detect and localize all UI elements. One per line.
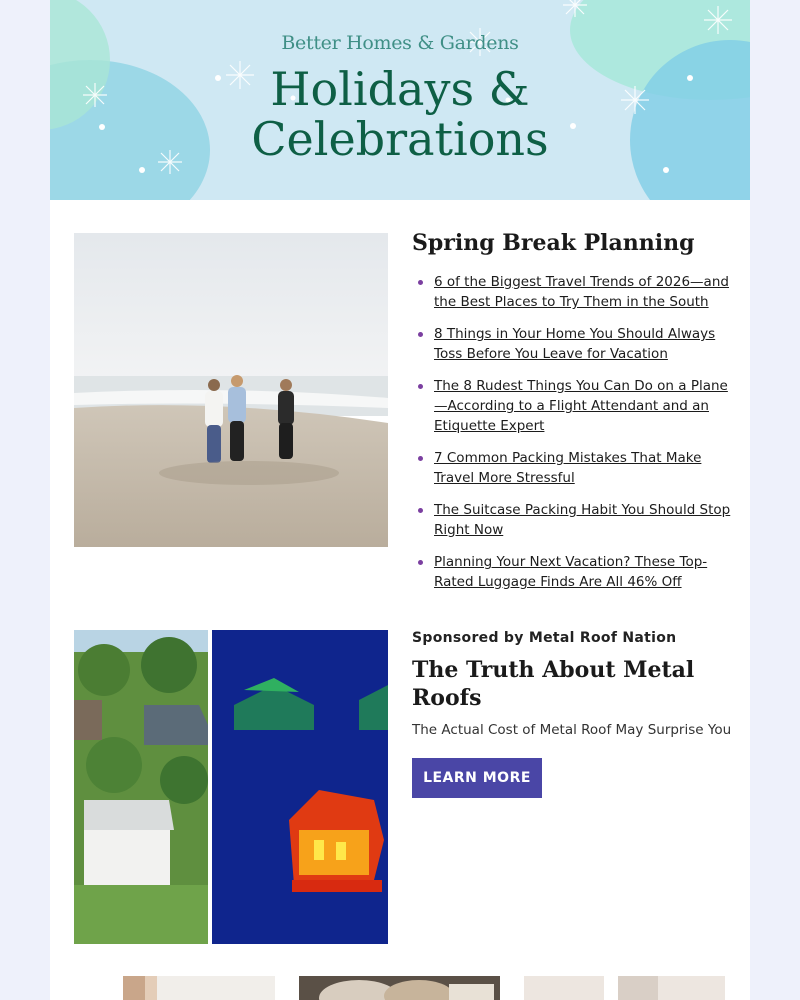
email-body [50, 0, 750, 1000]
brand-logo[interactable]: Better Homes & Gardens [281, 32, 519, 54]
list-item [412, 552, 732, 592]
beach-walk-image[interactable] [74, 233, 388, 547]
title-line-2: Celebrations [251, 112, 549, 166]
metal-roof-ad-image[interactable] [74, 630, 388, 944]
article-link[interactable]: 8 Things in Your Home You Should Always Toss Before You Leave for Vacation [434, 326, 716, 362]
title-line-1: Holidays & [270, 62, 530, 116]
list-item [412, 376, 732, 436]
article-link-list [412, 272, 732, 604]
article-link[interactable]: The 8 Rudest Things You Can Do on a Plane—According to a Flight Attendant and an Etiquette Expert [434, 378, 728, 434]
thumbnail-image-2[interactable] [299, 976, 500, 1000]
thumbnail-image-3[interactable] [524, 976, 725, 1000]
article-link[interactable]: The Suitcase Packing Habit You Should Stop Right Now [434, 502, 731, 538]
list-item [412, 272, 732, 312]
bullet-icon [418, 332, 423, 337]
learn-more-button[interactable]: LEARN MORE [412, 758, 542, 798]
thumbnail-image-1[interactable] [123, 976, 275, 1000]
header-banner [50, 0, 750, 200]
bullet-icon [418, 560, 423, 565]
sponsor-label: Sponsored by Metal Roof Nation [412, 630, 677, 646]
article-link[interactable]: Planning Your Next Vacation? These Top-Rated Luggage Finds Are All 46% Off [434, 554, 708, 590]
ad-subtitle: The Actual Cost of Metal Roof May Surprise You [412, 722, 732, 738]
list-item [412, 448, 732, 488]
list-item [412, 324, 732, 364]
ad-title[interactable]: The Truth About Metal Roofs [412, 657, 695, 711]
bullet-icon [418, 508, 423, 513]
list-item [412, 500, 732, 540]
article-link[interactable]: 7 Common Packing Mistakes That Make Travel More Stressful [434, 450, 702, 486]
section-title: Spring Break Planning [412, 230, 695, 256]
bullet-icon [418, 280, 423, 285]
newsletter-title [50, 64, 750, 164]
bullet-icon [418, 456, 423, 461]
article-link[interactable]: 6 of the Biggest Travel Trends of 2026—and the Best Places to Try Them in the South [434, 274, 729, 310]
bullet-icon [418, 384, 423, 389]
